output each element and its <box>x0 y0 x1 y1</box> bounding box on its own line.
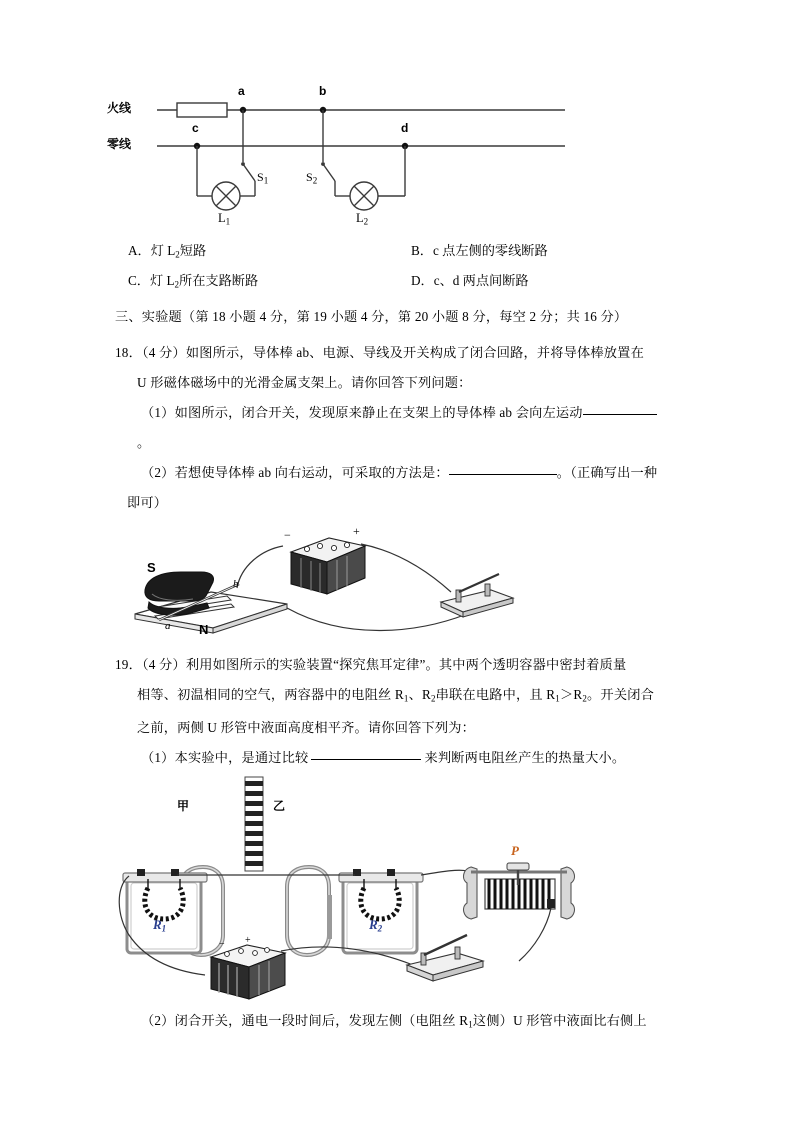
q19-sub2-line: （2）闭合开关，通电一段时间后，发现左侧（电阻丝 $R_1$这侧）U 形管中液面比右侧上 <box>141 1013 647 1030</box>
knife-switch-lever <box>424 935 467 955</box>
right-tube-liquid <box>327 895 332 939</box>
wire-battery-to-switch <box>361 544 451 592</box>
joule-apparatus-svg <box>115 775 677 1000</box>
switch-s1-label: $S_1$ <box>257 170 269 186</box>
node-c-label: c <box>192 121 199 135</box>
switch-s2-blade <box>323 164 335 181</box>
live-wire-label: 火线 <box>107 101 132 115</box>
rheostat-slider-label: P <box>511 843 519 859</box>
option-c[interactable]: C．灯 $L_2$所在支路断路 <box>128 273 259 290</box>
wire-rod-to-battery <box>237 546 283 588</box>
tube-left-label: 甲 <box>177 799 190 814</box>
rheostat-slider-handle[interactable] <box>507 863 529 870</box>
q19-sub1-answer-blank[interactable] <box>311 759 421 760</box>
lamp-l1-symbol <box>212 182 240 210</box>
q18-sub2-line2: 即可） <box>127 495 168 510</box>
option-row-2 <box>115 266 677 296</box>
question-19 <box>115 650 677 773</box>
resistor-r2-label: $R_2$ <box>369 917 383 934</box>
q18-sub2-line1: （2）若想使导体棒 ab 向右运动，可采取的方法是： 。（正确写出一种 <box>141 465 658 480</box>
q18-stem-line1: 18．（4 分）如图所示，导体棒 ab、电源、导线及开关构成了闭合回路，并将导体棒放置在 <box>115 345 644 360</box>
battery-plus-label: + <box>353 524 360 538</box>
switch-s2-label: $S_2$ <box>306 170 318 186</box>
page-content <box>107 78 677 1040</box>
circuit-svg <box>115 78 677 218</box>
option-a[interactable]: A．灯 $L_2$短路 <box>128 243 207 260</box>
magnet-pole-s-label: S <box>147 560 156 575</box>
wire-board-to-switch <box>287 608 467 631</box>
u-tube-right <box>287 867 329 955</box>
option-d[interactable]: D．c、d 两点间断路 <box>411 273 529 288</box>
battery-minus-label: − <box>284 528 291 542</box>
q18-stem-line2: U 形磁体磁场中的光滑金属支架上。请你回答下列问题： <box>137 375 472 390</box>
u-shaped-magnet <box>145 572 214 615</box>
q18-sub1-answer-blank[interactable] <box>583 414 657 415</box>
graduated-scale <box>245 777 263 871</box>
q19-stem-line3: 之前，两侧 U 形管中液面高度相平齐。请你回答下列为： <box>137 720 476 736</box>
node-d-label: d <box>401 121 409 135</box>
fuse-symbol <box>177 103 227 117</box>
knife-switch <box>441 574 513 617</box>
joule-battery-plus-label: + <box>245 935 251 947</box>
q19-stem-line1: 19．（4 分）利用如图所示的实验装置“探究焦耳定律”。其中两个透明容器中密封着质量 <box>115 657 627 672</box>
wire-rheostat-to-switch <box>519 908 551 961</box>
node-b-label: b <box>319 84 327 98</box>
q19-stem-line2: 相等、初温相同的空气，两容器中的电阻丝 $R_1$、$R_2$串联在电路中，且 $R_1>R_2$。开关闭合 <box>137 687 654 704</box>
rod-end-a-label: a <box>165 620 171 632</box>
wire-right-container-to-rheostat <box>421 870 467 875</box>
neutral-wire-label: 零线 <box>107 137 132 151</box>
lamp-l1-label: $L_1$ <box>218 211 231 227</box>
switch-lever <box>459 574 499 592</box>
switch-s1-blade <box>243 164 255 181</box>
question-18 <box>115 338 677 518</box>
figure-household-circuit <box>107 78 677 227</box>
tube-right-label: 乙 <box>273 799 286 814</box>
rod-end-b-label: b <box>233 578 239 590</box>
container-left <box>123 869 207 953</box>
sliding-rheostat <box>464 863 575 961</box>
lamp-l2-symbol <box>350 182 378 210</box>
figure-joule-apparatus <box>115 775 677 1000</box>
magnet-pole-n-label: N <box>199 622 209 637</box>
joule-battery-minus-label: − <box>219 939 225 951</box>
option-b[interactable]: B．c 点左侧的零线断路 <box>411 243 548 258</box>
battery-pack-joule <box>211 945 285 999</box>
q18-sub1-line2: 。 <box>137 435 151 450</box>
answer-options <box>115 236 677 296</box>
q18-sub2-answer-blank[interactable] <box>449 474 557 475</box>
option-row-1 <box>115 236 677 266</box>
container-right <box>339 869 423 953</box>
lamp-l2-label: $L_2$ <box>356 211 369 227</box>
q19-sub1-line: （1）本实验中，是通过比较 来判断两电阻丝产生的热量大小。 <box>141 750 626 766</box>
figure-rod-magnet <box>115 522 677 642</box>
section-header: 三、实验题（第 18 小题 4 分，第 19 小题 4 分，第 20 小题 8 分，每空 2 分；共 16 分） <box>115 309 628 324</box>
q18-sub1-line1: （1）如图所示，闭合开关，发现原来静止在支架上的导体棒 ab 会向左运动 <box>115 398 677 428</box>
resistor-r1-label: $R_1$ <box>153 917 167 934</box>
node-a-label: a <box>238 84 245 98</box>
battery-pack <box>291 538 365 594</box>
